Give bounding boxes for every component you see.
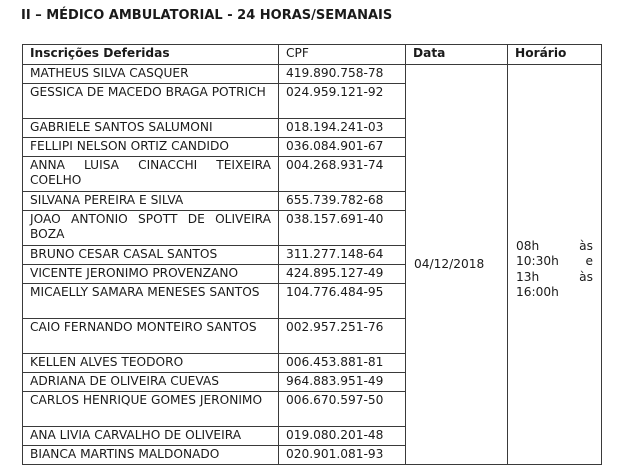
candidate-name: ADRIANA DE OLIVEIRA CUEVAS bbox=[23, 373, 279, 392]
table-row bbox=[23, 65, 602, 84]
candidate-cpf: 024.959.121-92 bbox=[279, 84, 406, 119]
candidate-name: JOAO ANTONIO SPOTT DE OLIVEIRA BOZA bbox=[23, 211, 279, 246]
candidate-cpf: 019.080.201-48 bbox=[279, 427, 406, 446]
candidate-cpf: 004.268.931-74 bbox=[279, 157, 406, 192]
candidate-cpf: 006.670.597-50 bbox=[279, 392, 406, 427]
candidate-cpf: 020.901.081-93 bbox=[279, 446, 406, 465]
approved-registrations-table bbox=[22, 44, 602, 465]
candidate-cpf: 002.957.251-76 bbox=[279, 319, 406, 354]
header-time: Horário bbox=[508, 45, 602, 65]
candidate-name: GABRIELE SANTOS SALUMONI bbox=[23, 119, 279, 138]
candidate-cpf: 038.157.691-40 bbox=[279, 211, 406, 246]
candidate-cpf: 018.194.241-03 bbox=[279, 119, 406, 138]
candidate-name: SILVANA PEREIRA E SILVA bbox=[23, 192, 279, 211]
candidate-name: CAIO FERNANDO MONTEIRO SANTOS bbox=[23, 319, 279, 354]
candidate-name: ANNA LUISA CINACCHI TEIXEIRA COELHO bbox=[23, 157, 279, 192]
candidate-name: ANA LIVIA CARVALHO DE OLIVEIRA bbox=[23, 427, 279, 446]
candidate-cpf: 419.890.758-78 bbox=[279, 65, 406, 84]
candidate-cpf: 104.776.484-95 bbox=[279, 284, 406, 319]
candidate-name: GESSICA DE MACEDO BRAGA POTRICH bbox=[23, 84, 279, 119]
candidate-name: MATHEUS SILVA CASQUER bbox=[23, 65, 279, 84]
candidate-name: MICAELLY SAMARA MENESES SANTOS bbox=[23, 284, 279, 319]
exam-date: 04/12/2018 bbox=[406, 65, 508, 465]
candidate-cpf: 964.883.951-49 bbox=[279, 373, 406, 392]
header-date: Data bbox=[406, 45, 508, 65]
candidate-name: VICENTE JERONIMO PROVENZANO bbox=[23, 265, 279, 284]
header-name: Inscrições Deferidas bbox=[23, 45, 279, 65]
candidate-name: CARLOS HENRIQUE GOMES JERONIMO bbox=[23, 392, 279, 427]
candidate-name: BIANCA MARTINS MALDONADO bbox=[23, 446, 279, 465]
candidate-cpf: 655.739.782-68 bbox=[279, 192, 406, 211]
candidate-name: BRUNO CESAR CASAL SANTOS bbox=[23, 246, 279, 265]
section-heading: II – MÉDICO AMBULATORIAL - 24 HORAS/SEMANAIS bbox=[21, 8, 393, 23]
exam-time: 08h às 10:30h e 13h às 16:00h bbox=[508, 65, 602, 465]
candidate-cpf: 036.084.901-67 bbox=[279, 138, 406, 157]
candidate-cpf: 006.453.881-81 bbox=[279, 354, 406, 373]
table-header-row bbox=[23, 45, 602, 65]
candidate-name: FELLIPI NELSON ORTIZ CANDIDO bbox=[23, 138, 279, 157]
candidate-cpf: 424.895.127-49 bbox=[279, 265, 406, 284]
candidate-name: KELLEN ALVES TEODORO bbox=[23, 354, 279, 373]
candidate-cpf: 311.277.148-64 bbox=[279, 246, 406, 265]
header-cpf: CPF bbox=[279, 45, 406, 65]
